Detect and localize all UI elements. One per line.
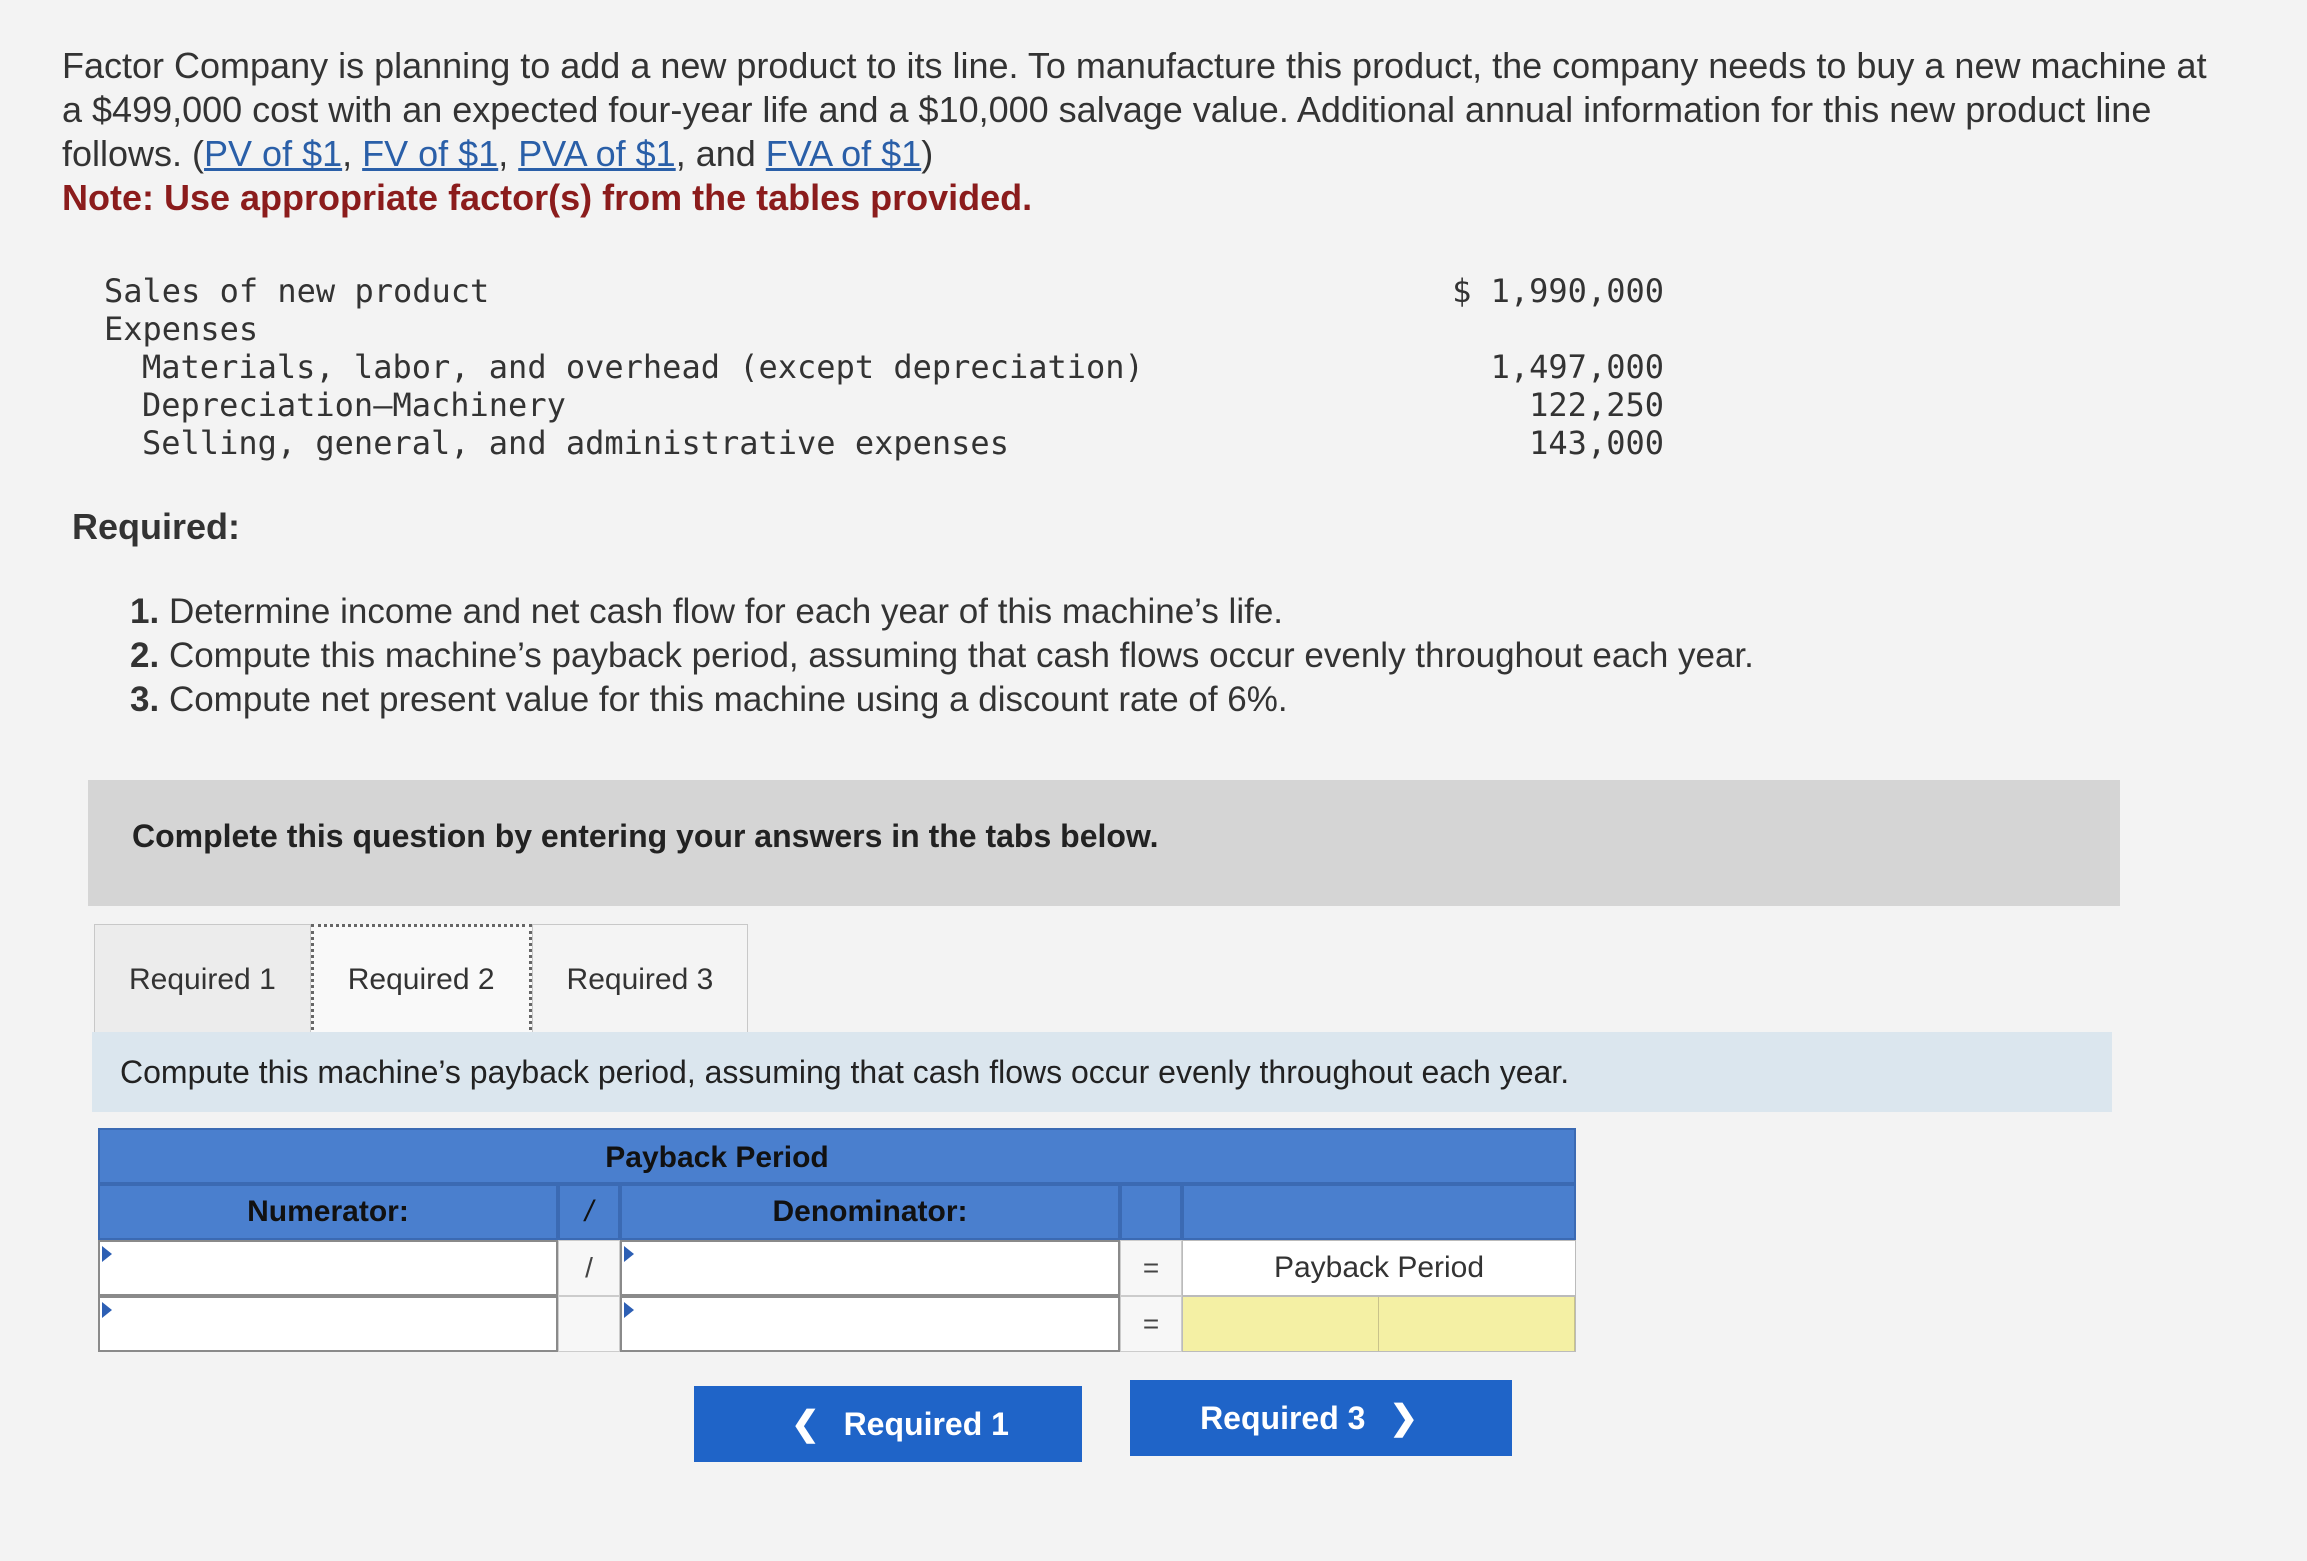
prev-required-1-button[interactable]: ❮ Required 1 bbox=[694, 1386, 1082, 1462]
numerator-header: Numerator: bbox=[98, 1184, 558, 1240]
instructions-banner-text: Complete this question by entering your answers in the tabs below. bbox=[132, 818, 1159, 854]
slash-header: / bbox=[558, 1184, 620, 1240]
slash-symbol: / bbox=[558, 1240, 620, 1296]
tab-required-2[interactable]: Required 2 bbox=[311, 924, 532, 1036]
table-row: Sales of new product $ 1,990,000 bbox=[104, 272, 1664, 310]
chevron-right-icon: ❯ bbox=[1389, 1399, 1418, 1437]
tab-required-1[interactable]: Required 1 bbox=[94, 924, 311, 1036]
numerator-input[interactable] bbox=[100, 1242, 556, 1294]
answer-cell[interactable] bbox=[1183, 1297, 1379, 1351]
instructions-banner bbox=[88, 780, 2120, 906]
dropdown-marker-icon bbox=[624, 1302, 634, 1318]
problem-intro: Factor Company is planning to add a new product to its line. To manufacture this product, the company needs to buy a new machine at a $499,000 cost with an expected four-year life and a $10,000 salvage value. Additional annual information for this new product line follows. (PV of $1, FV of $1, PVA of $1, and FVA of $1) Note: Use appropriate factor(s) from the tables provided. bbox=[62, 44, 2222, 220]
payback-period-table bbox=[98, 1128, 1576, 1352]
list-item: 2. Compute this machine’s payback period, assuming that cash flows occur evenly throughout each year. bbox=[130, 636, 1754, 675]
dropdown-marker-icon bbox=[102, 1302, 112, 1318]
fva-table-link[interactable]: FVA of $1 bbox=[765, 133, 922, 174]
next-required-3-button[interactable]: Required 3 ❯ bbox=[1130, 1380, 1512, 1456]
numerator-value-input[interactable] bbox=[100, 1298, 556, 1350]
payback-input-row bbox=[98, 1240, 1576, 1296]
answer-cell[interactable] bbox=[1379, 1297, 1575, 1351]
equals-symbol: = bbox=[1120, 1240, 1182, 1296]
denominator-input[interactable] bbox=[622, 1242, 1118, 1294]
tab-bar bbox=[94, 924, 748, 1042]
pv-table-link[interactable]: PV of $1 bbox=[204, 133, 343, 174]
intro-text: Factor Company is planning to add a new product to its line. To manufacture this product, the company needs to buy a new machine at a $499,000 cost with an expected four-year life and a $10,000 salvage value. Additional annual information for this new product line follows. ( bbox=[62, 45, 2207, 174]
result-header bbox=[1182, 1184, 1576, 1240]
payback-input-row bbox=[98, 1296, 1576, 1352]
payback-header-row bbox=[98, 1184, 1576, 1240]
denominator-value-input[interactable] bbox=[622, 1298, 1118, 1350]
payback-title: Payback Period bbox=[98, 1128, 1576, 1184]
note-text: Note: Use appropriate factor(s) from the tables provided. bbox=[62, 177, 1033, 218]
numerator-value-field[interactable] bbox=[98, 1296, 558, 1352]
equals-header bbox=[1120, 1184, 1182, 1240]
denominator-dropdown[interactable] bbox=[620, 1240, 1120, 1296]
numerator-dropdown[interactable] bbox=[98, 1240, 558, 1296]
tab-required-3[interactable]: Required 3 bbox=[532, 924, 749, 1036]
denominator-value-field[interactable] bbox=[620, 1296, 1120, 1352]
table-row: Materials, labor, and overhead (except depreciation) 1,497,000 bbox=[142, 348, 1664, 386]
financial-data-table bbox=[104, 272, 1664, 462]
required-heading: Required: bbox=[72, 506, 241, 547]
dropdown-marker-icon bbox=[624, 1246, 634, 1262]
payback-answer-field[interactable] bbox=[1182, 1296, 1576, 1352]
table-row: Expenses bbox=[104, 310, 259, 348]
dropdown-marker-icon bbox=[102, 1246, 112, 1262]
pva-table-link[interactable]: PVA of $1 bbox=[518, 133, 676, 174]
denominator-header: Denominator: bbox=[620, 1184, 1120, 1240]
table-row: Depreciation—Machinery 122,250 bbox=[142, 386, 1664, 424]
equals-symbol: = bbox=[1120, 1296, 1182, 1352]
tab-instruction: Compute this machine’s payback period, assuming that cash flows occur evenly throughout each year. bbox=[92, 1032, 2112, 1112]
list-item: 1. Determine income and net cash flow for each year of this machine’s life. bbox=[130, 592, 1284, 631]
list-item: 3. Compute net present value for this machine using a discount rate of 6%. bbox=[130, 680, 1288, 719]
table-row: Selling, general, and administrative expenses 143,000 bbox=[142, 424, 1664, 462]
chevron-left-icon: ❮ bbox=[791, 1405, 820, 1443]
fv-table-link[interactable]: FV of $1 bbox=[362, 133, 499, 174]
required-list bbox=[130, 590, 1754, 722]
result-label: Payback Period bbox=[1182, 1240, 1576, 1296]
slash-cell bbox=[558, 1296, 620, 1352]
